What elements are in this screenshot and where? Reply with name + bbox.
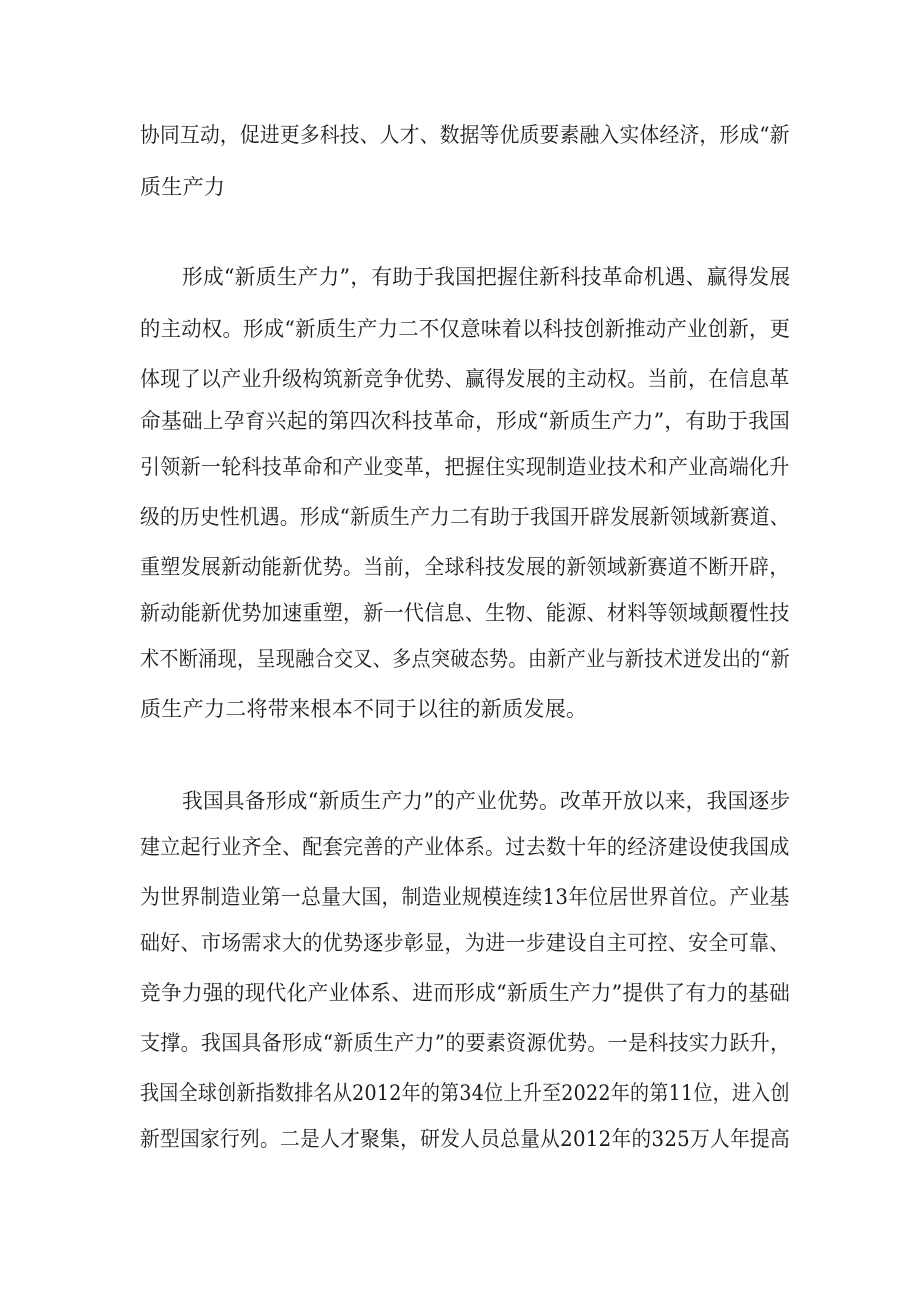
text-line: 竞争力强的现代化产业体系、进而形成“新质生产力”提供了有力的基础 [140, 981, 791, 1005]
text-line: 命基础上孕育兴起的第四次科技革命，形成“新质生产力”，有助于我国 [140, 409, 791, 433]
text-line: 新型国家行列。二是人才聚集，研发人员总量从2012年的325万人年提高 [140, 1127, 791, 1151]
text-line: 新动能新优势加速重塑，新一代信息、生物、能源、材料等领域颠覆性技 [140, 601, 790, 625]
text-line: 质生产力二将带来根本不同于以往的新质发展。 [140, 697, 588, 721]
text-line: 础好、市场需求大的优势逐步彰显，为进一步建设自主可控、安全可靠、 [140, 931, 790, 955]
text-line: 的主动权。形成“新质生产力二不仅意味着以科技创新推动产业创新，更 [140, 317, 791, 341]
text-line: 重塑发展新动能新优势。当前，全球科技发展的新领域新赛道不断开辟， [140, 555, 790, 579]
text-line: 形成“新质生产力”，有助于我国把握住新科技革命机遇、赢得发展 [182, 265, 791, 289]
text-line: 术不断涌现，呈现融合交叉、多点突破态势。由新产业与新技术迸发出的“新 [140, 647, 790, 671]
text-line: 级的历史性机遇。形成“新质生产力二有助于我国开辟发展新领域新赛道、 [140, 505, 790, 529]
text-line: 协同互动，促进更多科技、人才、数据等优质要素融入实体经济，形成“新 [140, 123, 790, 147]
text-line: 质生产力 [140, 175, 226, 199]
text-line: 体现了以产业升级构筑新竞争优势、赢得发展的主动权。当前，在信息革 [140, 367, 790, 391]
text-line: 建立起行业齐全、配套完善的产业体系。过去数十年的经济建设使我国成 [140, 835, 790, 859]
text-line: 为世界制造业第一总量大国，制造业规模连续13年位居世界首位。产业基 [140, 885, 790, 909]
text-line: 引领新一轮科技革命和产业变革，把握住实现制造业技术和产业高端化升 [140, 455, 790, 479]
text-line: 支撑。我国具备形成“新质生产力”的要素资源优势。一是科技实力跃升， [140, 1031, 791, 1055]
text-line: 我国全球创新指数排名从2012年的第34位上升至2022年的第11位，进入创 [140, 1081, 790, 1105]
text-line: 我国具备形成“新质生产力”的产业优势。改革开放以来，我国逐步 [182, 789, 791, 813]
